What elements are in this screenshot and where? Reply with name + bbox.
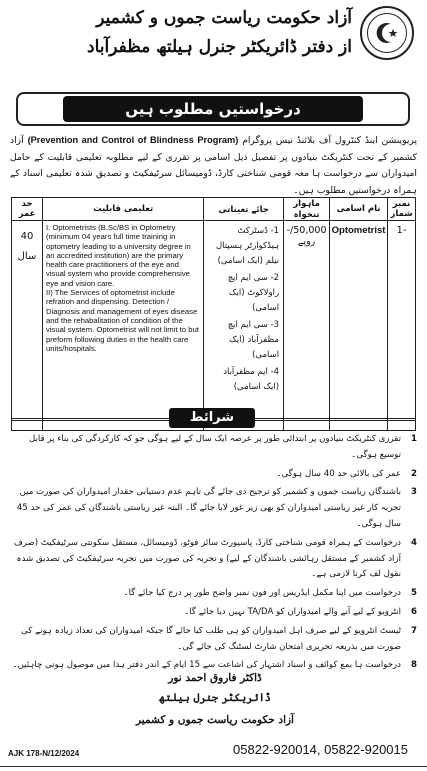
condition-number: 2 [411,468,417,479]
place-item: 4- ایم مظفرآباد (ایک اسامی) [223,367,280,392]
condition-text: باشندگان ریاست جموں و کشمیر کو ترجیح دی جائے گی تاہم عدم دستیابی حقدار امیدواران کی صورت میں تجربہ کار غیر ریاستی امیدواران کو بھی زیر غور لایا جائے گا۔ البتہ غیر ریاستی باشندگان کی عمر کی حد 45 سال ہوگی۔ [16,487,401,529]
crescent-icon [372,18,402,48]
qualification-part-2: II) The Services of optometrist include refration and dispensing. Detection / Diagnosis and management of eyes disease and the rehabalitation of condition of the visual system. Optometrist will not limit to but preform following duties in the health care units/hospitals. [45,288,199,353]
cell-post-name: Optometrist [330,221,388,431]
header-pay: ماہوار تنخواہ [284,198,330,221]
condition-text: درخواست کے ہمراہ قومی شناختی کارڈ، پاسپورٹ سائز فوٹو، ڈومیسائل، مستقل سکونتی سرٹیفکیٹ (صرف آزاد کشمیر کے مستقل رہائشی باشندگان کے لیے) و تجربہ کی صورت میں تجربہ سرٹیفکیٹ کی تصدیق شدہ نقول لف کرنا لازمی ہے۔ [13,537,401,580]
cell-place [204,221,284,431]
cell-pay [284,221,330,431]
conditions-list [10,432,417,677]
condition-text: ٹیسٹ انٹرویو کے لیے صرف اہل امیدواران کو ہی طلب کیا جائے گا جبکہ امیدواران کی تعداد زیادہ ہونے کی صورت میں بذریعہ تحریری امتحان شارٹ لسٹنگ کی جائے گی۔ [21,625,401,652]
condition-number: 4 [411,537,417,548]
condition-number: 6 [411,606,417,617]
condition-text: تقرری کنٹریکٹ بنیادوں پر ابتدائی طور پر عرصہ ایک سال کے لیے ہوگی جو کہ کارکردگی کی بناء پر قابل توسیع ہوگی۔ [28,434,401,460]
list-item [10,485,417,532]
place-item: 1- ڈسٹرکٹ ہیڈکوارٹر ہسپتال نیلم (ایک اسامی) [215,226,280,266]
table-header-row [12,198,416,221]
condition-number: 1 [411,434,417,444]
signatory-designation: ڈائریکٹر جنرل ہیلتھ [159,692,271,704]
ad-code: AJK 178-N/12/2024 [8,749,80,758]
posts-table [11,197,416,431]
wanted-banner [16,92,410,126]
place-item: 3- سی ایم ایچ مظفرآباد (ایک اسامی) [227,320,280,360]
header-line-2: از دفتر ڈائریکٹر جنرل ہیلتھ مظفرآباد [87,37,352,57]
signatory-org: آزاد حکومت ریاست جموں و کشمیر [136,714,294,726]
banner-title: درخواستیں مطلوب ہیں [63,96,363,122]
bottom-divider [0,766,427,767]
header-place: جائے تعیناتی [204,198,284,221]
header-name: نام اسامی [330,198,388,221]
list-item [10,432,417,464]
intro-paragraph [10,132,417,199]
crescent-star-emblem-icon [360,6,414,60]
list-item [10,605,417,621]
pay-unit: روپے [297,236,316,247]
cell-sr: -1 [388,221,416,431]
signatory-name: ڈاکٹر فاروق احمد نور [168,672,262,684]
cell-age [12,221,43,431]
condition-number: 5 [411,588,417,599]
condition-text: عمر کی بالائی حد 40 سال ہوگی۔ [276,468,401,479]
age-value: 40 [20,231,34,242]
condition-text: درخواست میں اپنا مکمل ایڈریس اور فون نمبر واضح طور پر درج کیا جائے گا۔ [123,588,401,599]
table-row [12,221,416,431]
list-item [10,624,417,656]
header-age: حد عمر [12,198,43,221]
intro-part-1: پریوینشن اینڈ کنٹرول آف بلائنڈ نیس پروگرام [242,135,417,146]
intro-part-2: آزاد کشمیر کے تحت کنٹریکٹ بنیادوں پر تفصیل ذیل اسامی پر تقرری کے لیے مطلوبہ تعلیمی قابلیت کے حامل امیدواران سے درخواست ہا معہ قومی شناختی کارڈ، ڈومیسائل سرٹیفکیٹ و تصدیق شدہ تعلیمی اسناد کے ہمراہ درخواستیں مطلوب ہیں۔ [10,135,417,196]
condition-number: 7 [411,625,417,636]
intro-program-english: (Prevention and Control of Blindness Program) [27,135,239,145]
condition-text: انٹرویو کے لیے آنے والے امیدواران کو TA/DA نہیں دیا جائے گا۔ [184,606,401,617]
qualification-part-1: I. Optometrists (B.Sc/BS in Optometry (minimum 04 years full time training in optometry leading to a university degree in an accredited institution) are the primary health care practitioners of the eye and visual system who provide comprehensive eye and vision care. [45,223,191,288]
conditions-title: شرائط [169,408,255,428]
list-item [10,467,417,483]
cell-qualification [42,221,203,431]
header-line-1: آزاد حکومت ریاست جموں و کشمیر [96,8,352,28]
list-item [10,586,417,602]
contact-phones: 05822-920014, 05822-920015 [233,742,408,757]
condition-number: 3 [411,487,417,498]
header-sr: نمبر شمار [388,198,416,221]
list-item [10,536,417,583]
conditions-heading [11,410,416,424]
place-item: 2- سی ایم ایچ راولاکوٹ (ایک اسامی) [227,273,280,313]
header [0,0,427,92]
header-qual: تعلیمی قابلیت [42,198,203,221]
pay-amount: 50,000/- [286,225,327,236]
age-unit: سال [17,251,37,262]
condition-text: درخواست ہا بمع کوائف و اسناد اشتہار کی اشاعت سے 15 ایام کے اندر دفتر ہذا میں موصول ہونی چاہئیں۔ [12,660,401,671]
condition-number: 8 [411,660,417,671]
